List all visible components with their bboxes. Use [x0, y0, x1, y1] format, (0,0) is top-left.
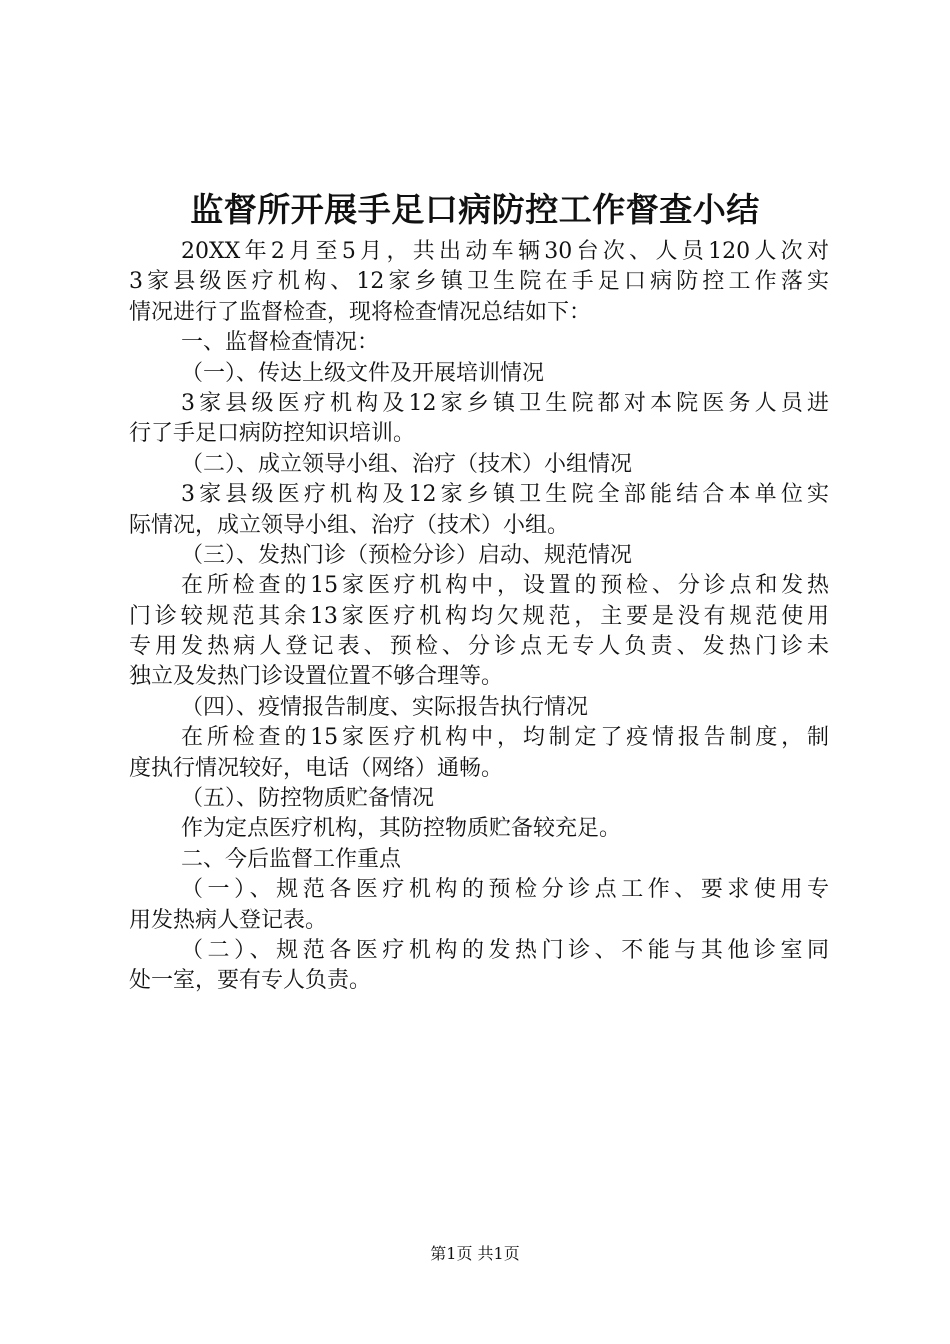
paragraph-line: 行了手足口病防控知识培训。 — [129, 421, 416, 447]
paragraph-line: 专用发热病人登记表、预检、分诊点无专人负责、发热门诊未 — [129, 634, 829, 660]
section-heading: 一、监督检查情况： — [181, 330, 380, 356]
paragraph-line: （二）、规范各医疗机构的发热门诊、不能与其他诊室同 — [181, 937, 829, 963]
paragraph-line: 3家县级医疗机构及12家乡镇卫生院全部能结合本单位实 — [181, 482, 829, 508]
paragraph-line: （一）、规范各医疗机构的预检分诊点工作、要求使用专 — [181, 877, 829, 903]
paragraph-line: 在所检查的15家医疗机构中，均制定了疫情报告制度，制 — [181, 725, 829, 751]
paragraph-line: 在所检查的15家医疗机构中，设置的预检、分诊点和发热 — [181, 573, 829, 599]
paragraph-line: 度执行情况较好，电话（网络）通畅。 — [129, 755, 504, 781]
subsection-heading: （四）、疫情报告制度、实际报告执行情况 — [181, 694, 589, 720]
subsection-heading: （二）、成立领导小组、治疗（技术）小组情况 — [181, 451, 633, 477]
paragraph-line: 3家县级医疗机构、12家乡镇卫生院在手足口病防控工作落实 — [129, 269, 829, 295]
paragraph-line: 独立及发热门诊设置位置不够合理等。 — [129, 664, 504, 690]
paragraph-line: 用发热病人登记表。 — [129, 907, 328, 933]
paragraph-line: 3家县级医疗机构及12家乡镇卫生院都对本院医务人员进 — [181, 390, 829, 416]
paragraph-line: 作为定点医疗机构，其防控物质贮备较充足。 — [181, 816, 622, 842]
paragraph-line: 情况进行了监督检查，现将检查情况总结如下： — [129, 299, 592, 325]
subsection-heading: （三）、发热门诊（预检分诊）启动、规范情况 — [181, 542, 633, 568]
section-heading: 二、今后监督工作重点 — [181, 846, 402, 872]
paragraph-line: 20XX年2月至5月，共出动车辆30台次、人员120人次对 — [181, 239, 829, 264]
subsection-heading: （五）、防控物质贮备情况 — [181, 786, 435, 812]
subsection-heading: （一）、传达上级文件及开展培训情况 — [181, 360, 545, 386]
document-title: 监督所开展手足口病防控工作督查小结 — [190, 190, 760, 229]
document-body — [129, 237, 829, 997]
page-footer: 第1页 共1页 — [430, 1244, 520, 1263]
paragraph-line: 际情况，成立领导小组、治疗（技术）小组。 — [129, 512, 570, 538]
paragraph-line: 门诊较规范其余13家医疗机构均欠规范，主要是没有规范使用 — [129, 603, 829, 629]
paragraph-line: 处一室，要有专人负责。 — [129, 968, 372, 994]
